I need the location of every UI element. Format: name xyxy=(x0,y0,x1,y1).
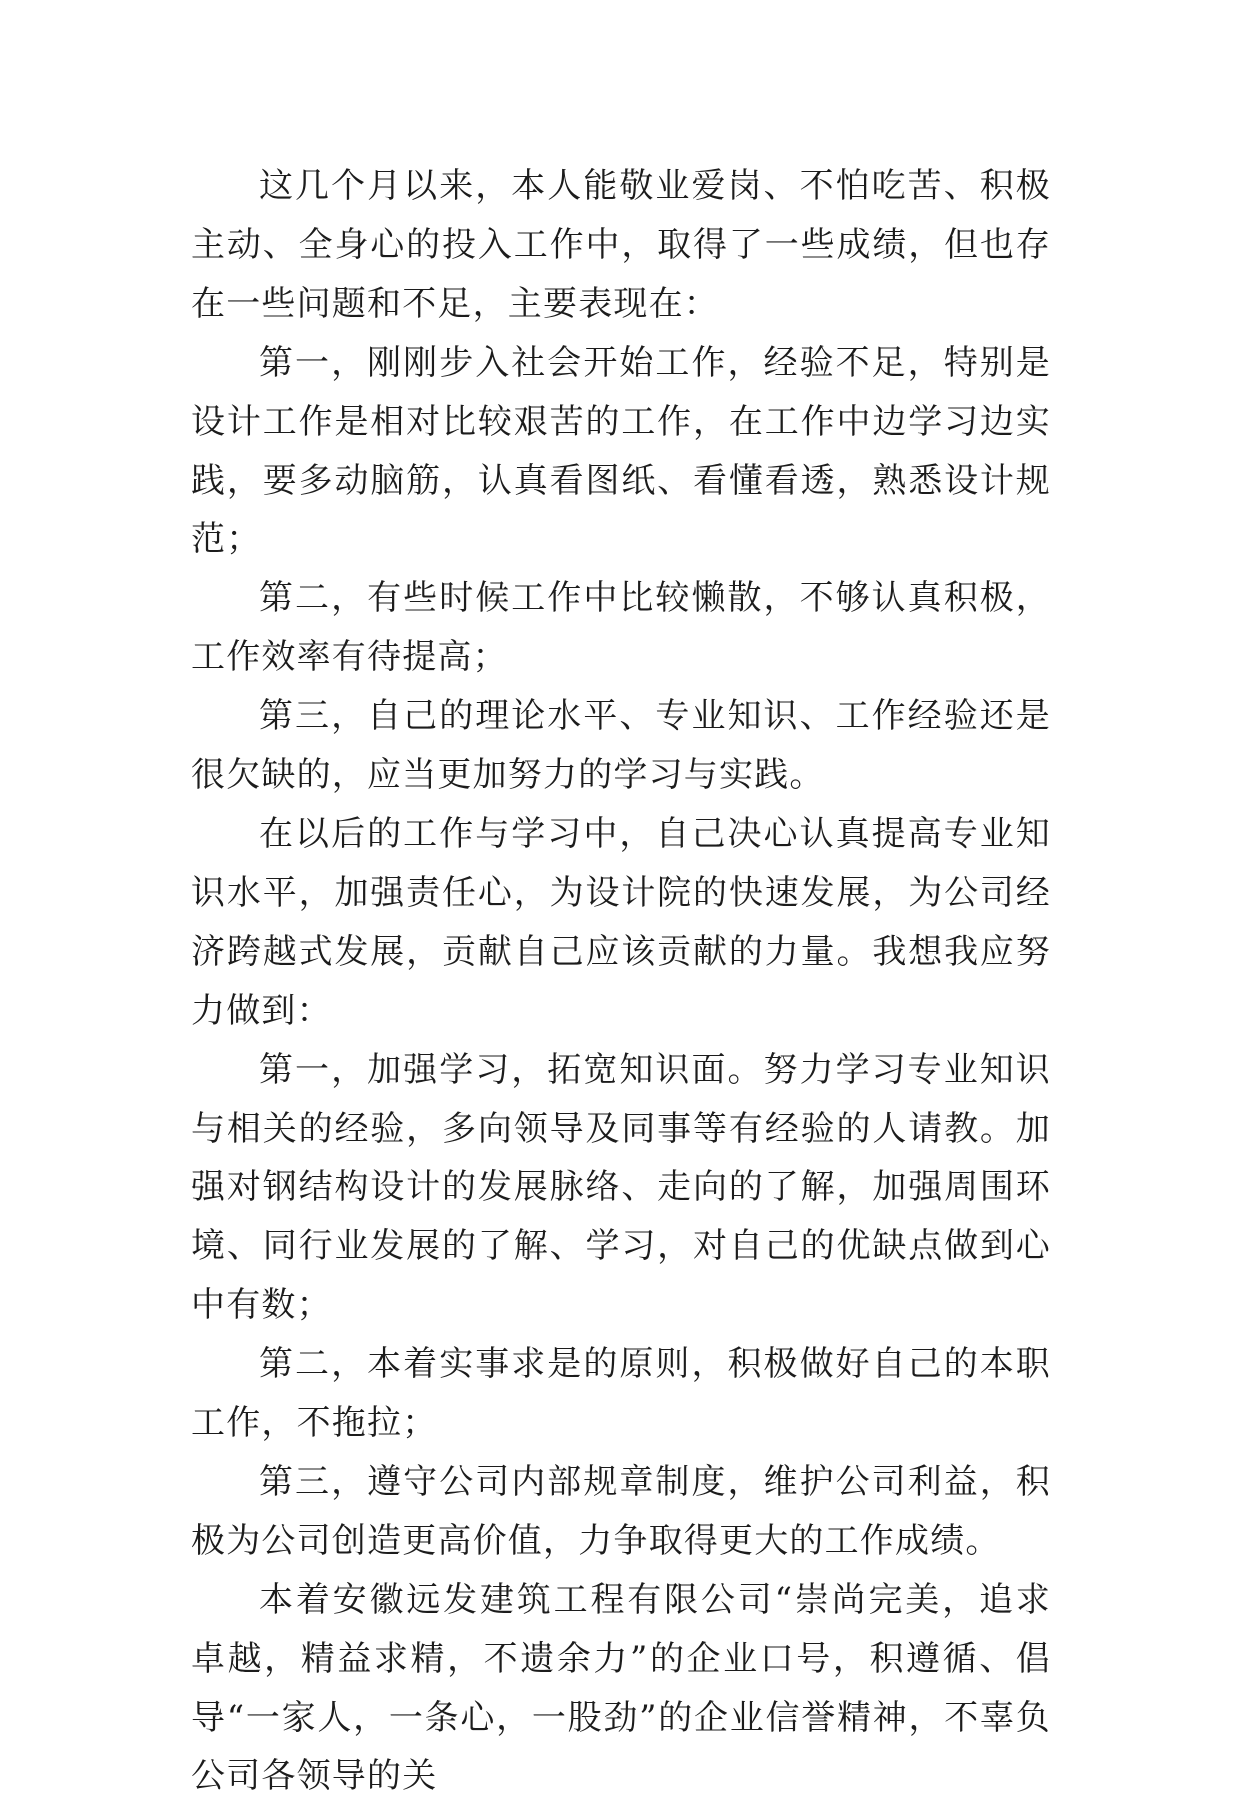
paragraph-goal-first: 第一，加强学习，拓宽知识面。努力学习专业知识与相关的经验，多向领导及同事等有经验的人请教。加强对钢结构设计的发展脉络、走向的了解，加强周围环境、同行业发展的了解、学习，对自己的优缺点做到心中有数； xyxy=(191,1049,1051,1326)
paragraph-goal-second: 第二，本着实事求是的原则，积极做好自己的本职工作，不拖拉； xyxy=(191,1344,1051,1444)
paragraph-future-intro: 在以后的工作与学习中，自己决心认真提高专业知识水平，加强责任心，为设计院的快速发展，为公司经济跨越式发展，贡献自己应该贡献的力量。我想我应努力做到： xyxy=(191,813,1051,1031)
paragraph-problem-first: 第一，刚刚步入社会开始工作，经验不足，特别是设计工作是相对比较艰苦的工作，在工作中边学习边实践，要多动脑筋，认真看图纸、看懂看透，熟悉设计规范； xyxy=(191,342,1051,560)
paragraph-problem-third: 第三，自己的理论水平、专业知识、工作经验还是很欠缺的，应当更加努力的学习与实践。 xyxy=(191,696,1051,796)
paragraph-company-motto: 本着安徽远发建筑工程有限公司“崇尚完美，追求卓越，精益求精，不遗余力”的企业口号，积遵循、倡导“一家人，一条心，一股劲”的企业信誉精神，不辜负公司各领导的关 xyxy=(191,1579,1051,1797)
document-body xyxy=(191,157,1051,1806)
paragraph-problem-second: 第二，有些时候工作中比较懒散，不够认真积极，工作效率有待提高； xyxy=(191,578,1051,678)
paragraph-goal-third: 第三，遵守公司内部规章制度，维护公司利益，积极为公司创造更高价值，力争取得更大的工作成绩。 xyxy=(191,1461,1051,1561)
paragraph-summary-intro: 这几个月以来，本人能敬业爱岗、不怕吃苦、积极主动、全身心的投入工作中，取得了一些成绩，但也存在一些问题和不足，主要表现在： xyxy=(191,166,1051,324)
